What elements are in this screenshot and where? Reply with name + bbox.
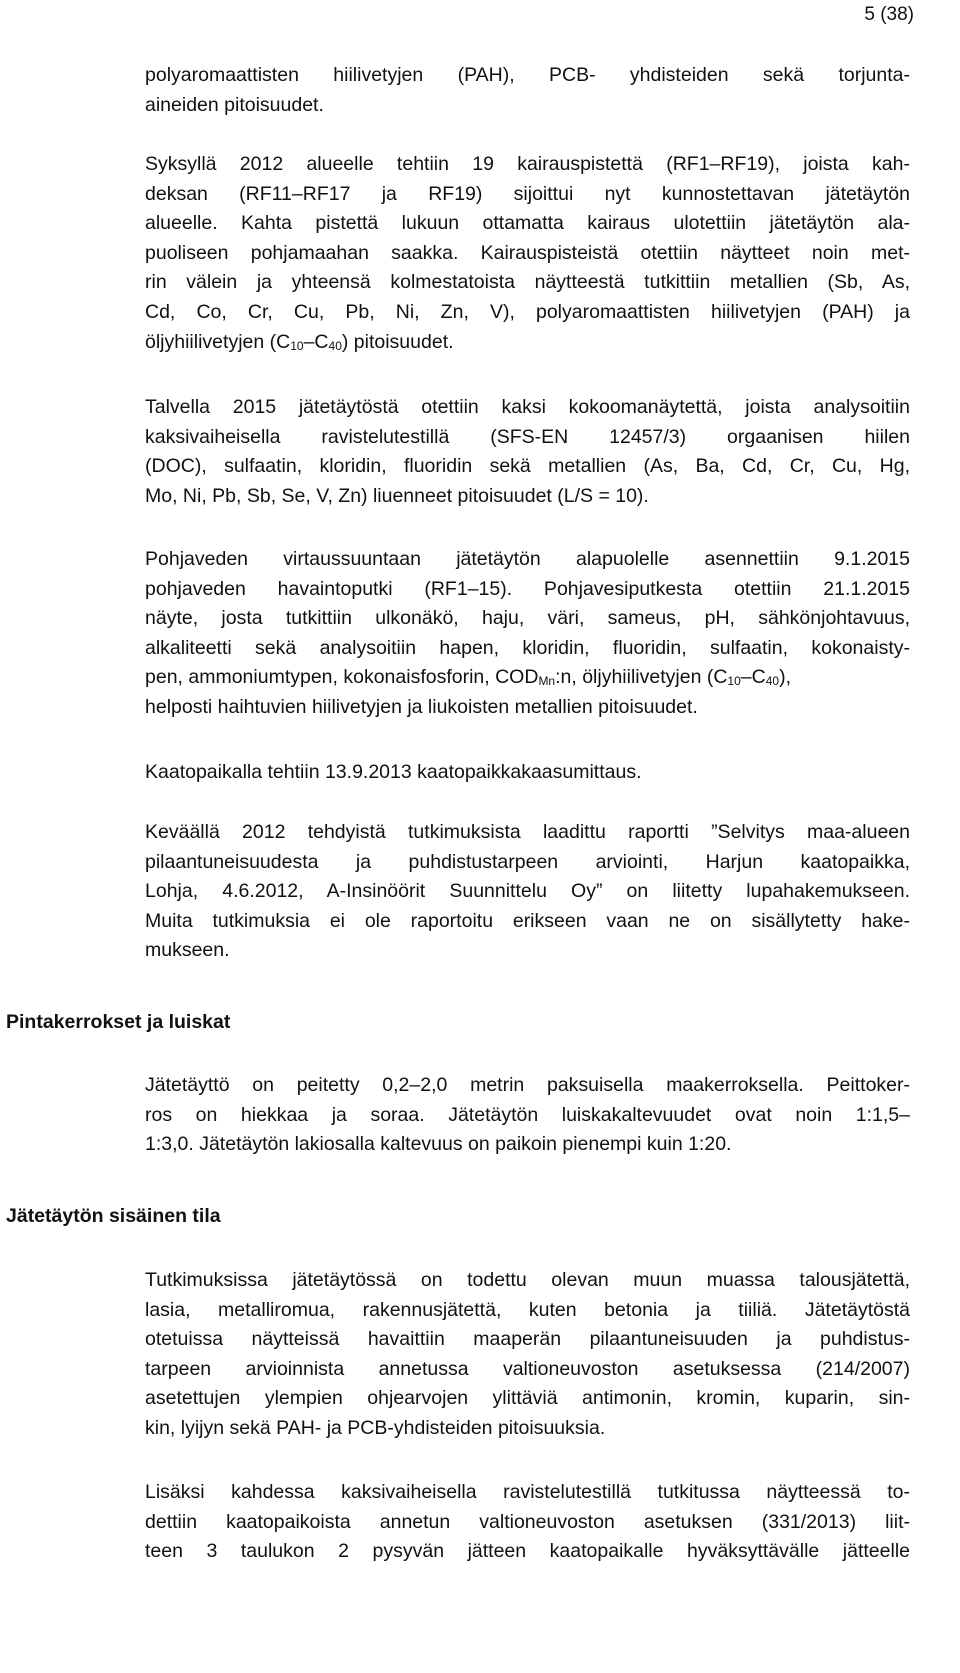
text-line: (DOC), sulfaatin, kloridin, fluoridin sekä metallien (As, Ba, Cd, Cr, Cu, Hg, bbox=[145, 455, 910, 478]
paragraph-kaasumittaus bbox=[145, 758, 910, 788]
text-line: Mo, Ni, Pb, Sb, Se, V, Zn) liuenneet pitoisuudet (L/S = 10). bbox=[145, 484, 649, 507]
paragraph-raportti bbox=[145, 818, 910, 966]
section-heading-sisainen-tila: Jätetäytön sisäinen tila bbox=[6, 1205, 221, 1227]
text-line: asetettujen ylempien ohjearvojen ylittäviä antimonin, kromin, kuparin, sin- bbox=[145, 1387, 910, 1410]
text-line: aineiden pitoisuudet. bbox=[145, 93, 324, 116]
text-line: Cd, Co, Cr, Cu, Pb, Ni, Zn, V), polyaromaattisten hiilivetyjen (PAH) ja bbox=[145, 300, 910, 323]
text-line: Tutkimuksissa jätetäytössä on todettu olevan muun muassa talousjätettä, bbox=[145, 1269, 910, 1291]
text-line: alueelle. Kahta pistettä lukuun ottamatta kairaus ulotettiin jätetäytön ala- bbox=[145, 212, 910, 235]
paragraph-kokoomanayte bbox=[145, 393, 910, 511]
text-line: rin välein ja yhteensä kolmestatoista näytteestä tutkittiin metallien (Sb, As, bbox=[145, 271, 910, 294]
text-line: Lohja, 4.6.2012, A-Insinöörit Suunnittelu Oy” on liitetty lupahakemukseen. bbox=[145, 880, 910, 903]
text-line: helposti haihtuvien hiilivetyjen ja liukoisten metallien pitoisuudet. bbox=[145, 695, 698, 718]
text-line: otetuissa näytteissä havaittiin maaperän pilaantuneisuuden ja puhdistus- bbox=[145, 1328, 910, 1351]
text-line: pilaantuneisuudesta ja puhdistustarpeen arviointi, Harjun kaatopaikka, bbox=[145, 850, 910, 873]
text-line: kaksivaiheisella ravistelutestillä (SFS-EN 12457/3) orgaanisen hiilen bbox=[145, 425, 910, 448]
text-line: puoliseen pohjamaahan saakka. Kairauspisteistä otettiin näytteet noin met- bbox=[145, 241, 910, 264]
text-line: näyte, josta tutkittiin ulkonäkö, haju, väri, sameus, pH, sähkönjohtavuus, bbox=[145, 607, 910, 630]
text-line: Jätetäyttö on peitetty 0,2–2,0 metrin paksuisella maakerroksella. Peittoker- bbox=[145, 1074, 910, 1096]
text-line: Muita tutkimuksia ei ole raportoitu erikseen vaan ne on sisällytetty hake- bbox=[145, 909, 910, 932]
text-line: Lisäksi kahdessa kaksivaiheisella ravistelutestillä tutkitussa näytteessä to- bbox=[145, 1481, 910, 1503]
text-line: Syksyllä 2012 alueelle tehtiin 19 kairauspistettä (RF1–RF19), joista kah- bbox=[145, 153, 910, 175]
paragraph-ravistelutesti bbox=[145, 1478, 910, 1567]
text-line: kin, lyijyn sekä PAH- ja PCB-yhdisteiden pitoisuuksia. bbox=[145, 1416, 606, 1439]
text-line: lasia, metalliromua, rakennusjätettä, kuten betonia ja tiiliä. Jätetäytöstä bbox=[145, 1298, 910, 1321]
paragraph-sisainen-tila bbox=[145, 1266, 910, 1444]
paragraph-pintakerrokset bbox=[145, 1071, 910, 1160]
text-line: 1:3,0. Jätetäytön lakiosalla kaltevuus on paikoin pienempi kuin 1:20. bbox=[145, 1133, 732, 1156]
section-heading-pintakerrokset: Pintakerrokset ja luiskat bbox=[6, 1011, 231, 1033]
paragraph-kairaus bbox=[145, 150, 910, 357]
text-line: teen 3 taulukon 2 pysyvän jätteen kaatopaikalle hyväksyttävälle jätteelle bbox=[145, 1540, 910, 1563]
text-line: dettiin kaatopaikoista annetun valtioneuvoston asetuksen (331/2013) liit- bbox=[145, 1510, 910, 1533]
text-line: deksan (RF11–RF17 ja RF19) sijoittui nyt kunnostettavan jätetäytön bbox=[145, 182, 910, 205]
page-number: 5 (38) bbox=[864, 4, 914, 25]
text-line: Kaatopaikalla tehtiin 13.9.2013 kaatopaikkakaasumittaus. bbox=[145, 761, 642, 783]
text-line: polyaromaattisten hiilivetyjen (PAH), PCB- yhdisteiden sekä torjunta- bbox=[145, 64, 910, 86]
text-line: mukseen. bbox=[145, 939, 230, 962]
text-line: Pohjaveden virtaussuuntaan jätetäytön alapuolelle asennettiin 9.1.2015 bbox=[145, 548, 910, 570]
text-line: Keväällä 2012 tehdyistä tutkimuksista laadittu raportti ”Selvitys maa-alueen bbox=[145, 821, 910, 843]
text-line: Talvella 2015 jätetäytöstä otettiin kaksi kokoomanäytettä, joista analysoitiin bbox=[145, 396, 910, 418]
text-line: pohjaveden havaintoputki (RF1–15). Pohjavesiputkesta otettiin 21.1.2015 bbox=[145, 577, 910, 600]
text-line: öljyhiilivetyjen $(C_{10}-C_{40})$ pitoisuudet. bbox=[145, 330, 454, 353]
text-line: tarpeen arvioinnista annetussa valtioneuvoston asetuksessa (214/2007) bbox=[145, 1357, 910, 1380]
text-line: pen, ammoniumtypen, kokonaisfosforin, $COD_{Mn}:n$, öljyhiilivetyjen $(C_{10}-C_{40})$, bbox=[145, 666, 791, 689]
text-line: alkaliteetti sekä analysoitiin hapen, kloridin, fluoridin, sulfaatin, kokonaisty- bbox=[145, 636, 910, 659]
text-line: ros on hiekkaa ja soraa. Jätetäytön luiskakaltevuudet ovat noin 1:1,5– bbox=[145, 1103, 910, 1126]
paragraph-pah-pcb bbox=[145, 61, 910, 120]
paragraph-pohjavesi bbox=[145, 545, 910, 723]
